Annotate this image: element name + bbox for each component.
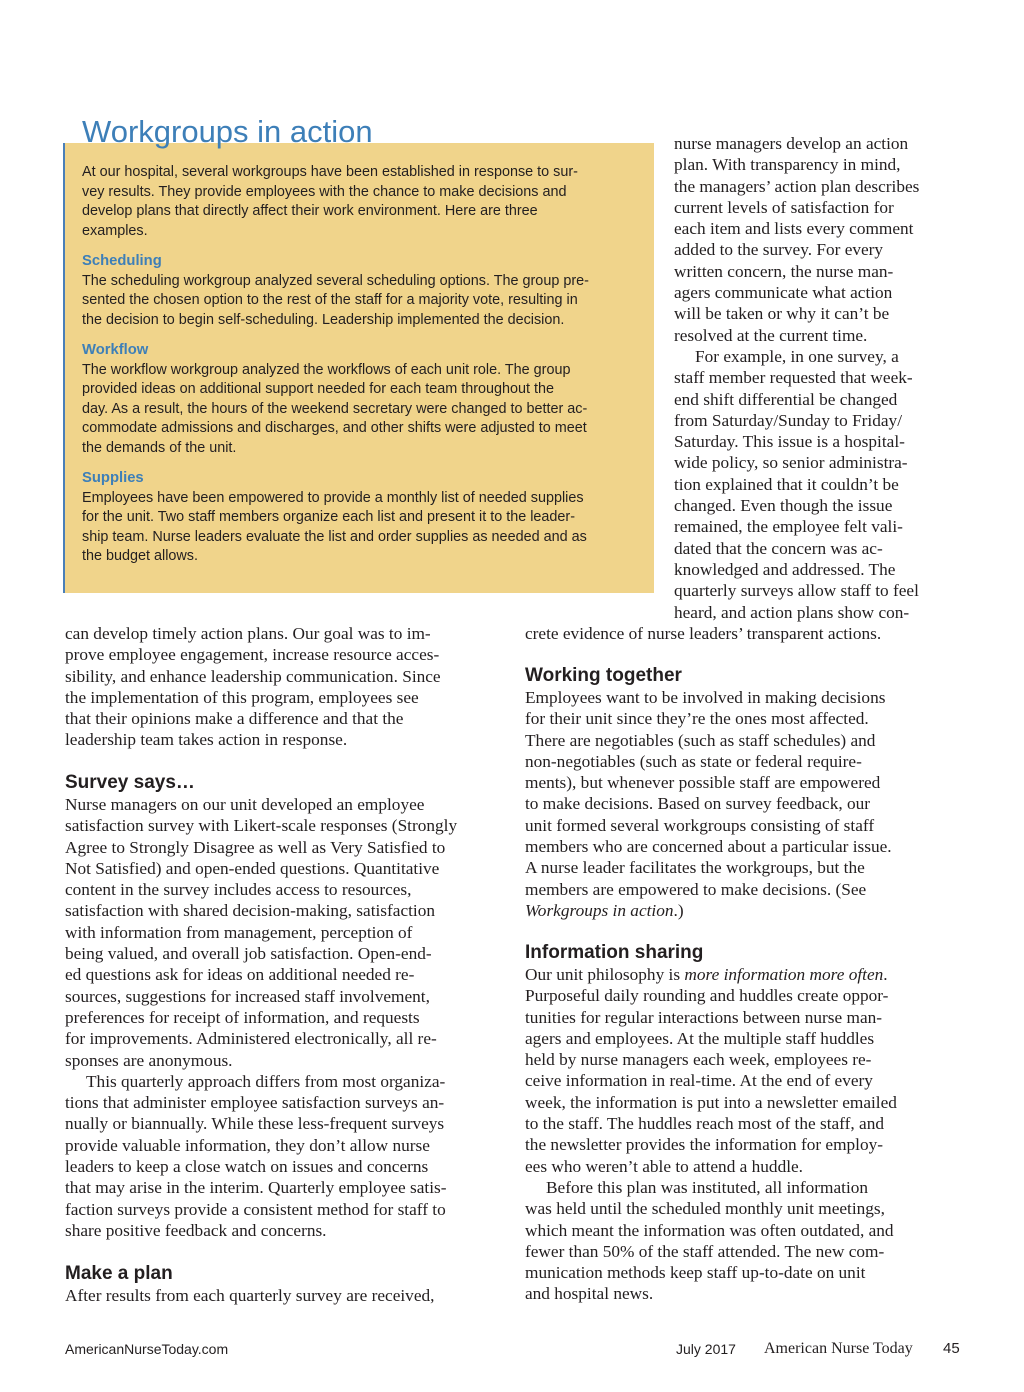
text-line: changed. Even though the issue bbox=[674, 496, 893, 516]
text-line: ments), but whenever possible staff are empowered bbox=[525, 773, 881, 793]
text-line: each item and lists every comment bbox=[674, 219, 914, 239]
plan-section bbox=[65, 1285, 505, 1306]
text-line: A nurse leader facilitates the workgroups, but the bbox=[525, 858, 865, 878]
text-line: members are empowered to make decisions. (See bbox=[525, 879, 867, 899]
text-line: quarterly surveys allow staff to feel bbox=[674, 581, 919, 601]
text-line: current levels of satisfaction for bbox=[674, 197, 894, 217]
text-line: for their unit since they’re the ones most affected. bbox=[525, 709, 869, 729]
sidebar-scheduling bbox=[82, 252, 642, 330]
text-line: end shift differential be changed bbox=[674, 389, 898, 409]
text-line: preferences for receipt of information, and requests bbox=[65, 1007, 420, 1027]
text-line: content in the survey includes access to resources, bbox=[65, 880, 412, 900]
text-line: Before this plan was instituted, all information bbox=[546, 1177, 869, 1197]
info-first-post: . bbox=[883, 965, 888, 984]
info-paragraph-2 bbox=[525, 1177, 975, 1305]
text-line: the decision to begin self-scheduling. Leadership implemented the decision. bbox=[82, 311, 565, 328]
text-line: faction surveys provide a consistent method for staff to bbox=[65, 1199, 446, 1219]
text-line: can develop timely action plans. Our goal was to im- bbox=[65, 624, 431, 643]
working-reference-end: .) bbox=[673, 900, 684, 920]
footer-journal: American Nurse Today bbox=[764, 1340, 913, 1357]
working-heading: Working together bbox=[525, 665, 682, 686]
scheduling-text bbox=[82, 272, 642, 331]
workflow-text bbox=[82, 361, 642, 459]
footer-page-number: 45 bbox=[943, 1340, 960, 1357]
text-line: sponses are anonymous. bbox=[65, 1050, 233, 1070]
text-line: members who are concerned about a particular issue. bbox=[525, 837, 892, 857]
text-line: held by nurse managers each week, employees re- bbox=[525, 1050, 872, 1070]
text-line: the implementation of this program, employees see bbox=[65, 687, 419, 707]
text-line: will be taken or why it can’t be bbox=[674, 304, 890, 324]
sidebar-workflow bbox=[82, 341, 642, 458]
sidebar-supplies bbox=[82, 469, 642, 567]
right-column-top bbox=[674, 133, 974, 623]
text-line: nually or biannually. While these less-frequent surveys bbox=[65, 1114, 445, 1134]
text-line: plan. With transparency in mind, bbox=[674, 155, 901, 175]
scheduling-heading: Scheduling bbox=[82, 253, 162, 269]
text-line: heard, and action plans show con- bbox=[674, 602, 910, 622]
text-line: staff member requested that week- bbox=[674, 368, 913, 388]
info-first-em: more information more often bbox=[684, 965, 884, 984]
survey-heading: Survey says… bbox=[65, 772, 195, 793]
text-line: leaders to keep a close watch on issues and concerns bbox=[65, 1157, 429, 1177]
text-line: for the unit. Two staff members organize each list and present it to the leader- bbox=[82, 509, 576, 525]
text-line: knowledged and addressed. The bbox=[674, 559, 896, 579]
text-line: satisfaction with shared decision-making, satisfaction bbox=[65, 901, 436, 921]
text-line: vey results. They provide employees with the chance to make decisions and bbox=[82, 183, 567, 200]
text-line: tunities for regular interactions between nurse man- bbox=[525, 1007, 883, 1027]
plan-text: After results from each quarterly survey are received, bbox=[65, 1286, 435, 1305]
text-line: ceive information in real-time. At the end of every bbox=[525, 1071, 873, 1091]
text-line: Employees want to be involved in making decisions bbox=[525, 688, 886, 707]
text-line: for improvements. Administered electronically, all re- bbox=[65, 1029, 437, 1049]
info-paragraph-1 bbox=[525, 985, 975, 1177]
working-section bbox=[525, 687, 975, 921]
text-line: dated that the concern was ac- bbox=[674, 538, 883, 558]
text-line: the managers’ action plan describes bbox=[674, 176, 920, 196]
text-line: Not Satisfied) and open-ended questions. Quantitative bbox=[65, 858, 440, 878]
text-line: examples. bbox=[82, 222, 148, 239]
text-line: added to the survey. For every bbox=[674, 240, 884, 260]
working-text bbox=[525, 687, 975, 900]
text-line: munication methods keep staff up-to-date on unit bbox=[525, 1263, 866, 1283]
text-line: develop plans that directly affect their work environment. Here are three bbox=[82, 203, 538, 219]
supplies-heading: Supplies bbox=[82, 470, 144, 486]
text-line: Agree to Strongly Disagree as well as Very Satisfied to bbox=[65, 837, 446, 857]
text-line: week, the information is put into a newsletter emailed bbox=[525, 1092, 897, 1112]
sidebar-intro bbox=[82, 163, 642, 241]
working-reference bbox=[525, 900, 975, 921]
text-line: provided ideas on additional support needed for each team throughout the bbox=[82, 381, 555, 397]
text-line: commodate admissions and discharges, and other shifts were adjusted to meet bbox=[82, 420, 587, 436]
text-line: the demands of the unit. bbox=[82, 439, 237, 456]
text-line: non-negotiables (such as state or federal require- bbox=[525, 751, 862, 771]
text-line: prove employee engagement, increase resource acces- bbox=[65, 645, 440, 665]
right-top-text bbox=[674, 133, 974, 623]
left-intro bbox=[65, 623, 505, 751]
text-line: unit formed several workgroups consisting of staff bbox=[525, 815, 875, 835]
footer-website: AmericanNurseToday.com bbox=[65, 1341, 229, 1357]
text-line: Employees have been empowered to provide a monthly list of needed supplies bbox=[82, 489, 584, 506]
text-line: nurse managers develop an action bbox=[674, 134, 909, 153]
right-wide-line-text: crete evidence of nurse leaders’ transparent actions. bbox=[525, 624, 882, 643]
sidebar-title: Workgroups in action bbox=[82, 114, 373, 149]
text-line: ees who weren’t able to attend a huddle. bbox=[525, 1156, 804, 1176]
text-line: and hospital news. bbox=[525, 1284, 654, 1304]
text-line: agers and employees. At the multiple staff huddles bbox=[525, 1028, 875, 1048]
text-line: tion explained that it couldn’t be bbox=[674, 474, 899, 494]
text-line: tions that administer employee satisfaction surveys an- bbox=[65, 1093, 445, 1113]
right-wide-line bbox=[525, 623, 975, 644]
text-line: The scheduling workgroup analyzed several scheduling options. The group pre- bbox=[82, 272, 589, 289]
text-line: wide policy, so senior administra- bbox=[674, 453, 908, 473]
text-line: to make decisions. Based on survey feedback, our bbox=[525, 794, 871, 814]
survey-paragraph-1 bbox=[65, 794, 505, 1071]
text-line: day. As a result, the hours of the weekend secretary were changed to better ac- bbox=[82, 400, 588, 417]
text-line: agers communicate what action bbox=[674, 283, 893, 303]
info-heading: Information sharing bbox=[525, 942, 704, 963]
text-line: For example, in one survey, a bbox=[695, 346, 899, 366]
info-section bbox=[525, 964, 975, 1305]
working-reference-title: Workgroups in action bbox=[525, 900, 674, 920]
text-line: with information from management, perception of bbox=[65, 922, 413, 942]
text-line: At our hospital, several workgroups have been established in response to sur- bbox=[82, 164, 578, 180]
text-line: fewer than 50% of the staff attended. The new com- bbox=[525, 1241, 885, 1261]
survey-paragraph-2 bbox=[65, 1071, 505, 1241]
text-line: ship team. Nurse leaders evaluate the list and order supplies as needed and as bbox=[82, 528, 587, 545]
survey-section bbox=[65, 794, 505, 1241]
text-line: the budget allows. bbox=[82, 548, 199, 564]
text-line: leadership team takes action in response. bbox=[65, 730, 348, 750]
text-line: share positive feedback and concerns. bbox=[65, 1220, 327, 1240]
text-line: being valued, and overall job satisfaction. Open-end- bbox=[65, 944, 432, 964]
text-line: to the staff. The huddles reach most of the staff, and bbox=[525, 1114, 884, 1134]
text-line: Saturday. This issue is a hospital- bbox=[674, 432, 905, 452]
text-line: written concern, the nurse man- bbox=[674, 261, 894, 281]
text-line: resolved at the current time. bbox=[674, 325, 868, 345]
text-line: from Saturday/Sunday to Friday/ bbox=[674, 410, 902, 430]
left-intro-text bbox=[65, 623, 505, 751]
footer-date: July 2017 bbox=[676, 1341, 736, 1357]
text-line: The workflow workgroup analyzed the workflows of each unit role. The group bbox=[82, 361, 571, 378]
info-first-line bbox=[525, 964, 975, 985]
text-line: which meant the information was often outdated, and bbox=[525, 1220, 894, 1240]
plan-heading: Make a plan bbox=[65, 1263, 173, 1284]
text-line: provide valuable information, they don’t allow nurse bbox=[65, 1135, 430, 1155]
workflow-heading: Workflow bbox=[82, 342, 149, 358]
text-line: ed questions ask for ideas on additional needed re- bbox=[65, 965, 415, 985]
text-line: satisfaction survey with Likert-scale responses (Strongly bbox=[65, 816, 458, 836]
text-line: sibility, and enhance leadership communication. Since bbox=[65, 666, 441, 686]
supplies-text bbox=[82, 489, 642, 567]
text-line: remained, the employee felt vali- bbox=[674, 517, 903, 537]
text-line: sented the chosen option to the rest of the staff for a majority vote, resulting in bbox=[82, 292, 578, 308]
sidebar-intro-text bbox=[82, 163, 642, 241]
text-line: the newsletter provides the information for employ- bbox=[525, 1135, 884, 1155]
text-line: was held until the scheduled monthly unit meetings, bbox=[525, 1199, 885, 1219]
info-first-pre: Our unit philosophy is bbox=[525, 965, 685, 984]
text-line: that may arise in the interim. Quarterly employee satis- bbox=[65, 1178, 447, 1198]
text-line: Nurse managers on our unit developed an employee bbox=[65, 795, 425, 814]
text-line: sources, suggestions for increased staff involvement, bbox=[65, 986, 430, 1006]
text-line: Purposeful daily rounding and huddles create oppor- bbox=[525, 986, 889, 1006]
text-line: that their opinions make a difference and that the bbox=[65, 709, 404, 729]
text-line: There are negotiables (such as staff schedules) and bbox=[525, 730, 876, 750]
text-line: This quarterly approach differs from most organiza- bbox=[86, 1071, 446, 1091]
